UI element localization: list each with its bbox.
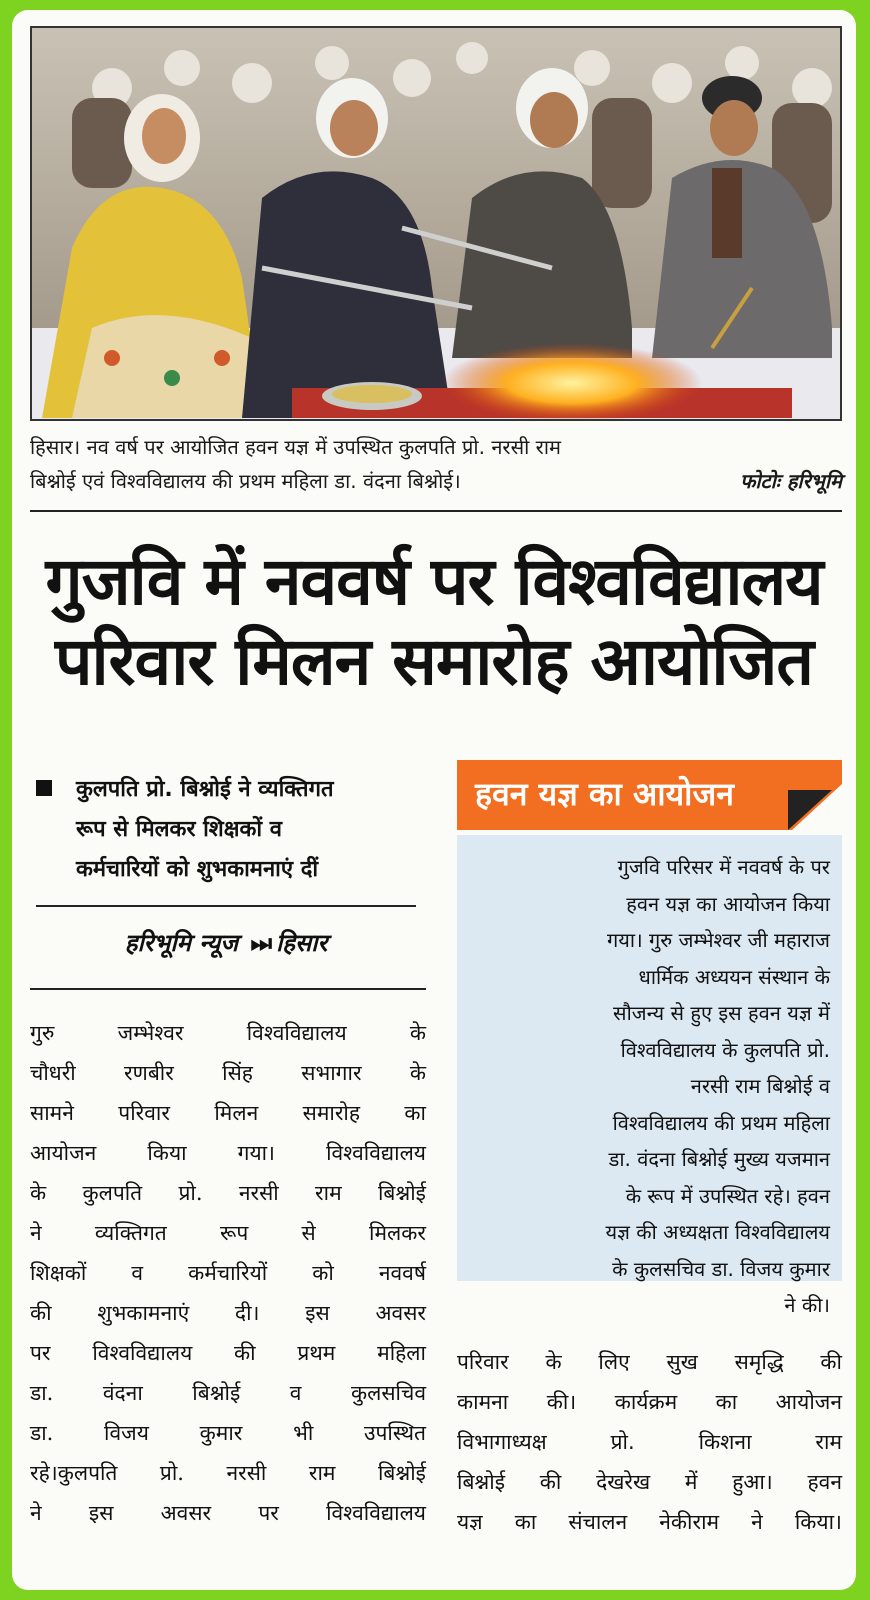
body-line: गुरु जम्भेश्वर विश्वविद्यालय के: [30, 1021, 426, 1045]
body-line: डा. विजय कुमार भी उपस्थित: [30, 1421, 426, 1445]
box-line: गया। गुरु जम्भेश्वर जी महाराज: [607, 928, 830, 952]
box-line: विश्वविद्यालय के कुलपति प्रो.: [620, 1037, 830, 1062]
havan-photo-icon: [32, 28, 840, 419]
box-line: सौजन्य से हुए इस हवन यज्ञ में: [613, 1001, 830, 1025]
body-line: पर विश्वविद्यालय की प्रथम महिला: [30, 1341, 426, 1365]
divider: [36, 905, 416, 907]
box-line: के कुलसचिव डा. विजय कुमार: [612, 1256, 830, 1281]
body-line: शिक्षकों व कर्मचारियों को नववर्ष: [30, 1261, 426, 1285]
headline-line-2: परिवार मिलन समारोह आयोजित: [54, 623, 814, 700]
byline-source: हरिभूमि न्यूज: [124, 929, 239, 957]
article-body-left: [30, 1013, 426, 1533]
body-line: ने व्यक्तिगत रूप से मिलकर: [30, 1221, 426, 1245]
sidebar-box-body: [457, 835, 842, 1317]
photo-caption: [30, 430, 842, 498]
box-line: ने की।: [784, 1293, 830, 1317]
body-line: यज्ञ का संचालन नेकीराम ने किया।: [457, 1510, 842, 1534]
box-line: यज्ञ की अध्यक्षता विश्वविद्यालय: [605, 1220, 830, 1244]
article-body-right: [457, 1342, 842, 1542]
box-line: विश्वविद्यालय की प्रथम महिला: [612, 1110, 830, 1135]
box-line: डा. वंदना बिश्नोई मुख्य यजमान: [608, 1147, 830, 1171]
divider: [30, 988, 426, 990]
bullet-square-icon: [36, 780, 52, 796]
box-line: गुजवि परिसर में नववर्ष के पर: [617, 855, 830, 879]
sidebar-box-title: हवन यज्ञ का आयोजन: [475, 775, 734, 813]
body-line: डा. वंदना बिश्नोई व कुलसचिव: [30, 1381, 426, 1405]
body-line: के कुलपति प्रो. नरसी राम बिश्नोई: [30, 1181, 426, 1205]
photo-credit: फोटोः हरिभूमि: [739, 469, 842, 493]
body-line: बिश्नोई की देखरेख में हुआ। हवन: [457, 1470, 842, 1494]
body-line: सामने परिवार मिलन समारोह का: [30, 1101, 426, 1125]
box-line: हवन यज्ञ का आयोजन किया: [626, 891, 830, 916]
bullet-line: कर्मचारियों को शुभकामनाएं दीं: [76, 857, 319, 882]
body-line: की शुभकामनाएं दी। इस अवसर: [30, 1301, 426, 1325]
body-line: ने इस अवसर पर विश्वविद्यालय: [30, 1501, 426, 1525]
body-line: आयोजन किया गया। विश्वविद्यालय: [30, 1141, 426, 1165]
byline-place: हिसार: [276, 929, 328, 957]
body-line: चौधरी रणबीर सिंह सभागार के: [30, 1061, 426, 1085]
divider: [30, 510, 842, 512]
corner-triangle-icon: [788, 790, 832, 830]
body-line: कामना की। कार्यक्रम का आयोजन: [457, 1390, 842, 1414]
body-line: परिवार के लिए सुख समृद्धि की: [457, 1350, 842, 1374]
bullet-line: कुलपति प्रो. बिश्नोई ने व्यक्तिगत: [76, 777, 334, 802]
sidebar-box-header: [457, 760, 842, 830]
box-line: धार्मिक अध्ययन संस्थान के: [638, 964, 830, 989]
fast-forward-icon: ⏭: [250, 929, 273, 957]
event-photo: [30, 26, 842, 421]
newspaper-clipping: [12, 10, 856, 1590]
body-line: रहे।कुलपति प्रो. नरसी राम बिश्नोई: [30, 1461, 426, 1485]
byline: [36, 926, 416, 959]
box-line: के रूप में उपस्थित रहे। हवन: [625, 1183, 830, 1208]
headline: [22, 542, 846, 702]
caption-line-1: हिसार। नव वर्ष पर आयोजित हवन यज्ञ में उपस्थित कुलपति प्रो. नरसी राम: [30, 435, 561, 459]
body-line: विभागाध्यक्ष प्रो. किशना राम: [457, 1430, 842, 1454]
summary-bullet: [36, 770, 416, 890]
bullet-line: रूप से मिलकर शिक्षकों व: [76, 817, 283, 842]
box-line: नरसी राम बिश्नोई व: [690, 1074, 830, 1098]
headline-line-1: गुजवि में नववर्ष पर विश्वविद्यालय: [45, 543, 823, 620]
caption-line-2: बिश्नोई एवं विश्वविद्यालय की प्रथम महिला डा. वंदना बिश्नोई।: [30, 469, 461, 493]
